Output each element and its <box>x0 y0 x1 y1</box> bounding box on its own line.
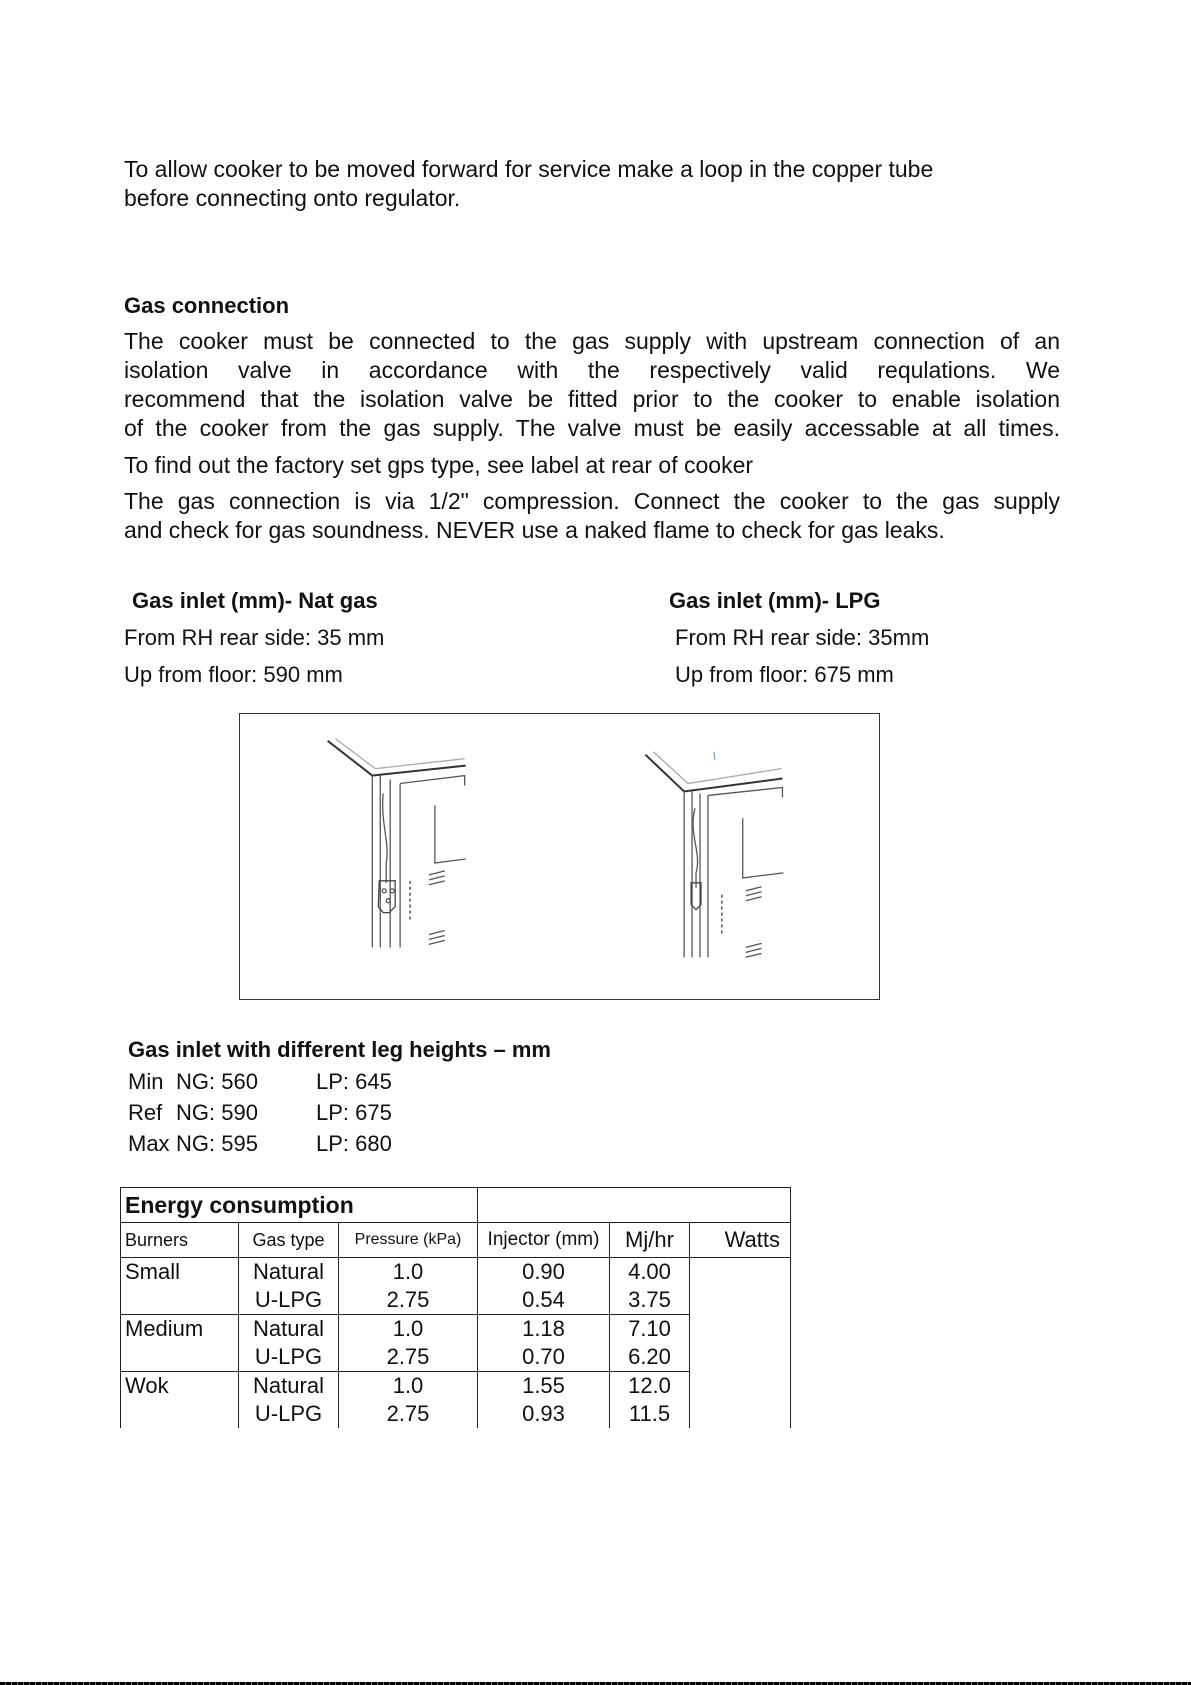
gas-type-cell <box>239 1258 339 1315</box>
burner-cell <box>121 1258 239 1315</box>
gas-inlet-nat-from-side: From RH rear side: 35 mm <box>124 625 385 650</box>
gas-type: U-LPG <box>254 1401 323 1426</box>
injector-cell <box>478 1372 610 1429</box>
intro-line-1: To allow cooker to be moved forward for service make a loop in the copper tube <box>124 156 934 182</box>
injector-cell <box>478 1258 610 1315</box>
mjhr-value: 3.75 <box>628 1287 671 1312</box>
gas-type-cell <box>239 1315 339 1372</box>
pressure-value: 1.0 <box>392 1373 424 1398</box>
gas-inlet-diagram <box>239 713 880 1000</box>
mjhr-value: 12.0 <box>628 1373 671 1398</box>
leg-height-ng: NG: 560 <box>176 1069 258 1094</box>
para1-line: recommend that the isolation valve be fitted prior to the cooker to enable isolation <box>124 386 1060 412</box>
table-row <box>121 1258 791 1315</box>
gas-type: Natural <box>253 1316 324 1341</box>
table-title-empty-cell <box>478 1188 791 1223</box>
gas-inlet-lpg-from-side: From RH rear side: 35mm <box>675 625 930 650</box>
injector-value: 0.93 <box>522 1401 565 1426</box>
leg-height-lp: LP: 645 <box>316 1069 392 1094</box>
cooker-corner-drawings <box>240 714 879 999</box>
leg-height-label: Ref <box>128 1100 163 1125</box>
burner-name: Small <box>125 1259 181 1284</box>
mjhr-cell <box>610 1372 690 1429</box>
leg-height-ng: NG: 595 <box>176 1131 258 1156</box>
leg-height-label: Max <box>128 1131 170 1156</box>
intro-text <box>124 155 1024 213</box>
burner-name: Wok <box>125 1373 169 1398</box>
burner-cell <box>121 1315 239 1372</box>
pressure-value: 1.0 <box>392 1259 424 1284</box>
mjhr-value: 7.10 <box>628 1316 671 1341</box>
header-injector: Injector (mm) <box>478 1223 610 1258</box>
gas-inlet-nat-up-floor: Up from floor: 590 mm <box>124 662 343 687</box>
gas-type: Natural <box>253 1373 324 1398</box>
mjhr-cell <box>610 1258 690 1315</box>
injector-value: 1.18 <box>522 1316 565 1341</box>
pressure-cell <box>339 1315 478 1372</box>
header-pressure: Pressure (kPa) <box>339 1223 478 1258</box>
para3-line: The gas connection is via 1/2" compression. Connect the cooker to the gas supply <box>124 488 1060 514</box>
gas-inlet-nat <box>132 588 378 614</box>
leg-height-row <box>128 1128 392 1159</box>
leg-height-row <box>128 1066 392 1097</box>
gas-connection-paragraph-3 <box>124 487 1060 545</box>
mjhr-value: 4.00 <box>628 1259 671 1284</box>
injector-value: 0.54 <box>522 1287 565 1312</box>
table-header-row <box>121 1223 791 1258</box>
gas-type: Natural <box>253 1259 324 1284</box>
leg-height-label: Min <box>128 1069 164 1094</box>
pressure-value: 2.75 <box>386 1287 430 1312</box>
para1-line: The cooker must be connected to the gas supply with upstream connection of an <box>124 328 1060 354</box>
injector-value: 1.55 <box>522 1373 565 1398</box>
gas-connection-paragraph-1 <box>124 327 1060 443</box>
pressure-value: 1.0 <box>392 1316 424 1341</box>
burner-cell <box>121 1372 239 1429</box>
header-gas-type: Gas type <box>239 1223 339 1258</box>
header-watts: Watts <box>690 1223 791 1258</box>
injector-value: 0.90 <box>522 1259 565 1284</box>
gas-inlet-lpg-up-floor: Up from floor: 675 mm <box>675 662 894 687</box>
burner-name: Medium <box>125 1316 204 1341</box>
gas-connection-heading: Gas connection <box>124 293 290 318</box>
table-title-row <box>121 1188 791 1223</box>
mjhr-value: 6.20 <box>628 1344 671 1369</box>
gas-connection-paragraph-2: To find out the factory set gps type, see label at rear of cooker <box>124 452 754 478</box>
gas-inlet-lpg-heading: Gas inlet (mm)- LPG <box>669 588 881 613</box>
watts-cell <box>690 1258 791 1429</box>
pressure-value: 2.75 <box>386 1401 430 1426</box>
gas-inlet-nat-heading: Gas inlet (mm)- Nat gas <box>132 588 378 613</box>
header-burners: Burners <box>121 1223 239 1258</box>
leg-height-row <box>128 1097 392 1128</box>
leg-height-ng: NG: 590 <box>176 1100 258 1125</box>
pressure-cell <box>339 1372 478 1429</box>
injector-cell <box>478 1315 610 1372</box>
gas-type: U-LPG <box>254 1344 323 1369</box>
table-title: Energy consumption <box>121 1188 478 1223</box>
leg-height-lp: LP: 675 <box>316 1100 392 1125</box>
pressure-cell <box>339 1258 478 1315</box>
intro-line-2: before connecting onto regulator. <box>124 185 461 211</box>
para3-line: and check for gas soundness. NEVER use a naked flame to check for gas leaks. <box>124 517 945 543</box>
pressure-value: 2.75 <box>386 1344 430 1369</box>
gas-type-cell <box>239 1372 339 1429</box>
leg-heights-list <box>128 1066 392 1159</box>
lpg-corner-drawing <box>645 752 783 958</box>
injector-value: 0.70 <box>522 1344 565 1369</box>
header-mjhr: Mj/hr <box>610 1223 690 1258</box>
para1-line: isolation valve in accordance with the respectively valid requlations. We <box>124 357 1060 383</box>
mjhr-value: 11.5 <box>628 1401 671 1426</box>
gas-type: U-LPG <box>254 1287 323 1312</box>
para1-line: of the cooker from the gas supply. The valve must be easily accessable at all times. <box>124 415 1060 441</box>
energy-consumption-table <box>120 1187 791 1428</box>
mjhr-cell <box>610 1315 690 1372</box>
natural-gas-corner-drawing <box>328 739 466 948</box>
leg-heights-heading: Gas inlet with different leg heights – mm <box>128 1037 551 1062</box>
leg-height-lp: LP: 680 <box>316 1131 392 1156</box>
